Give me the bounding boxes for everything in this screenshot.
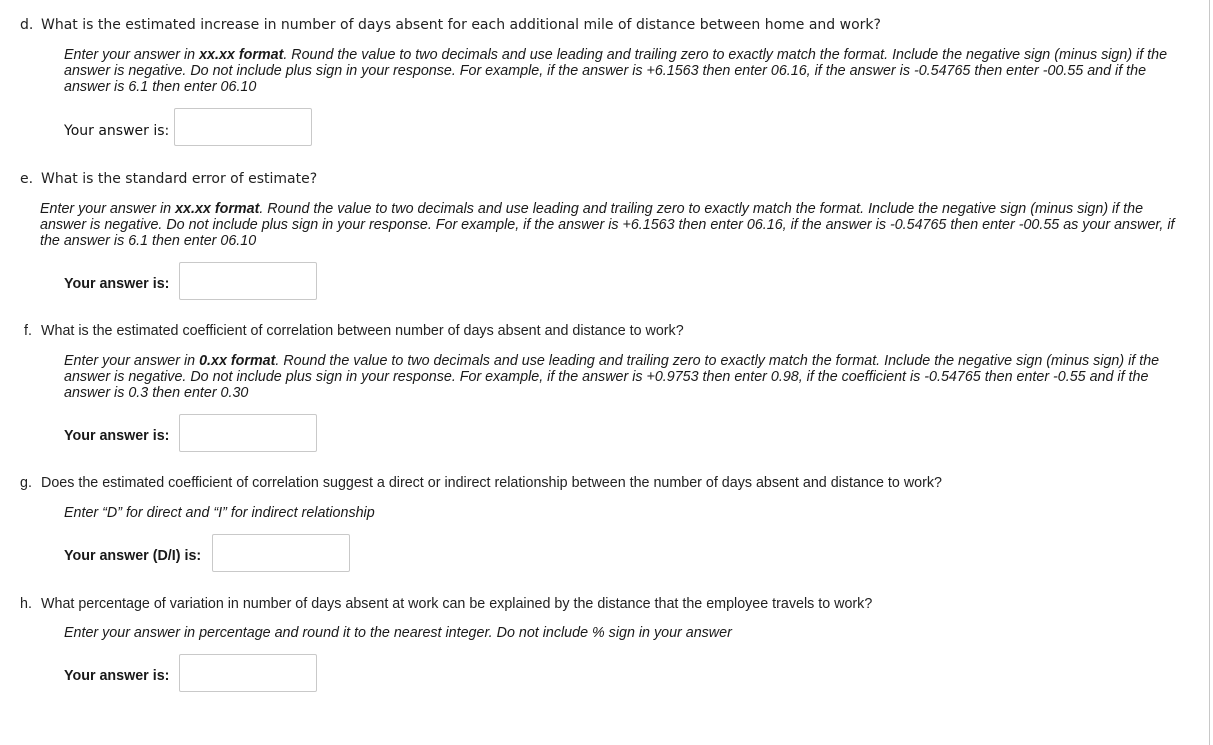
question-d-text: What is the estimated increase in number of days absent for each additional mile of distance between home and work? (41, 17, 881, 33)
question-g-answer-label: Your answer (D/I) is: (64, 548, 202, 564)
question-d-answer-input[interactable] (174, 108, 312, 146)
question-d-format: xx.xx format (199, 47, 284, 63)
question-g-answer-input[interactable] (212, 534, 350, 572)
page-right-border (1209, 0, 1210, 745)
question-e-answer-label: Your answer is: (64, 276, 170, 292)
question-e-format: xx.xx format (175, 201, 260, 217)
question-f-answer-input[interactable] (179, 414, 317, 452)
question-h-text: What percentage of variation in number of days absent at work can be explained by the distance that the employee travels to work? (41, 596, 873, 612)
question-d-letter: d. (20, 17, 34, 33)
question-d-instr-post: . Round the value to two decimals and use leading and trailing zero to exactly match the format. Include the negative sign (minus sign) if the answer is negative. Do not include plus sign in your response. For example, if the answer is +6.1563 then enter 06.16, if the answer is -0.54765 then enter -00.55 and if the answer is 6.1 then enter 06.10 (64, 47, 1168, 95)
question-d-answer-label: Your answer is: (64, 123, 170, 139)
question-f-instructions (64, 353, 1190, 401)
question-f-answer-label: Your answer is: (64, 428, 170, 444)
question-e-text: What is the standard error of estimate? (41, 171, 318, 187)
question-g-letter: g. (20, 475, 32, 491)
question-f-instr-post: . Round the value to two decimals and use leading and trailing zero to exactly match the format. Include the negative sign (minus sign) if the answer is negative. Do not include plus sign in your response. For example, if the answer is +0.9753 then enter 0.98, if the coefficient is -0.54765 then enter -0.55 and if the answer is 0.3 then enter 0.30 (64, 353, 1160, 401)
question-e-instructions (40, 201, 1190, 249)
question-e-letter: e. (20, 171, 34, 187)
question-h-answer-input[interactable] (179, 654, 317, 692)
question-h-letter: h. (20, 596, 32, 612)
question-d-instr-pre: Enter your answer in (64, 47, 200, 63)
question-d-instructions (64, 47, 1186, 95)
question-f-letter: f. (24, 323, 32, 339)
question-f-text: What is the estimated coefficient of correlation between number of days absent and distance to work? (41, 323, 684, 339)
question-e-answer-input[interactable] (179, 262, 317, 300)
question-g-text: Does the estimated coefficient of correlation suggest a direct or indirect relationship between the number of days absent and distance to work? (41, 475, 942, 491)
question-e-instr-post: . Round the value to two decimals and use leading and trailing zero to exactly match the format. Include the negative sign (minus sign) if the answer is negative. Do not include plus sign in your response. For example, if the answer is +6.1563 then enter 06.16, if the answer is -0.54765 then enter -00.55 as your answer, if the answer is 6.1 then enter 06.10 (40, 201, 1175, 249)
question-f-instr-pre: Enter your answer in (64, 353, 200, 369)
question-f-format: 0.xx format (199, 353, 276, 369)
question-g-instructions: Enter “D” for direct and “I” for indirect relationship (64, 505, 375, 521)
question-h-answer-label: Your answer is: (64, 668, 170, 684)
question-h-instructions: Enter your answer in percentage and round it to the nearest integer. Do not include % sign in your answer (64, 625, 732, 641)
question-e-instr-pre: Enter your answer in (40, 201, 176, 217)
